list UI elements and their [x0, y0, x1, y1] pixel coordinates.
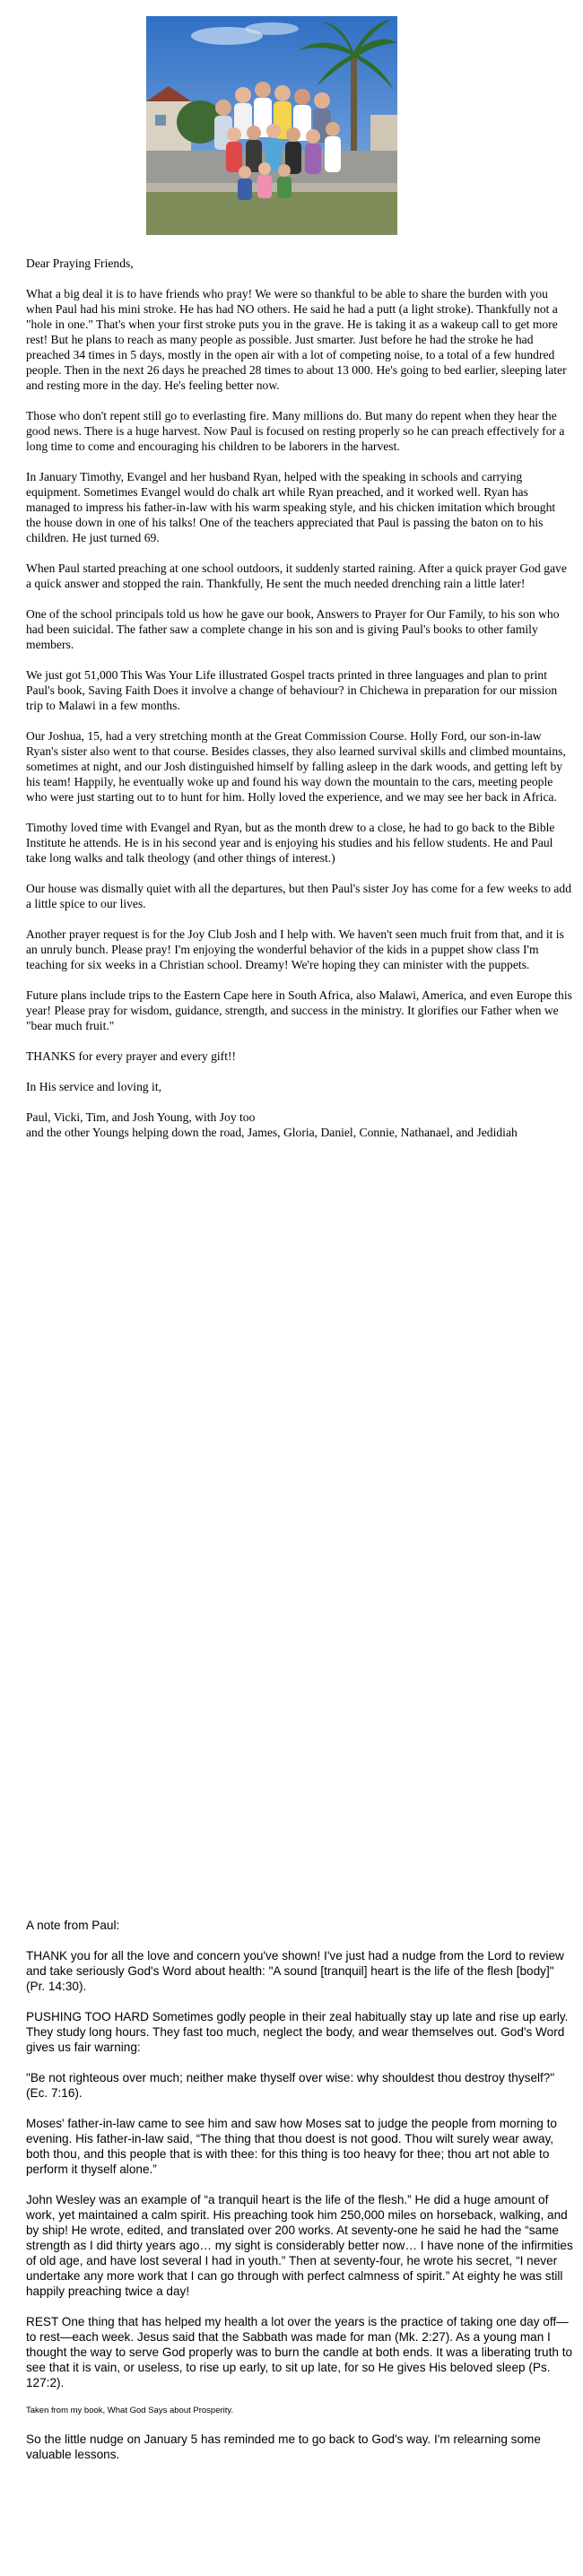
letter-paragraph: Those who don't repent still go to everlasting fire. Many millions do. But many do repent when they hear the good news. There is a huge harvest. Now Paul is focused on resting properly so he can preach effectively for a long time to come and encouraging his children to be laborers in the harvest.	[26, 409, 565, 453]
family-photo	[146, 16, 397, 235]
note-paragraph: Moses' father-in-law came to see him and saw how Moses sat to judge the people from morning to evening. His father-in-law said, “The thing that thou doest is not good. Thou wilt surely wear away, both thou, and this people that is with thee: for this thing is too heavy for thee; thou art not able to perform it thyself alone.”	[26, 2117, 557, 2176]
prayer-letter	[26, 256, 573, 1140]
note-heading: A note from Paul:	[26, 1919, 120, 1932]
note-paragraph: THANK you for all the love and concern you've shown! I've just had a nudge from the Lord to review and take seriously God's Word about health: "A sound [tranquil] heart is the life of the flesh [body]" (Pr. 14:30).	[26, 1949, 564, 1993]
letter-paragraph: Another prayer request is for the Joy Club Josh and I help with. We haven't seen much fruit from that, and it is an unruly bunch. Please pray! I'm enjoying the wonderful behavior of the kids in a puppet show class I'm teaching for six weeks in a Christian school. Dreamy! We're hoping they can minister with the puppets.	[26, 927, 564, 971]
note-paragraph: John Wesley was an example of “a tranquil heart is the life of the flesh.” He did a huge amount of work, yet maintained a calm spirit. His preaching took him 250,000 miles on horseback, walking, and by ship! He wrote, edited, and translated over 200 works. At seventy-one he said he had the “same strength as I did thirty years ago… my sight is considerably better now… I have none of the infirmities of old age, and have lost several I had in youth.” Then at seventy-four, he wrote his secret, “I never undertake any more work that I can go through with perfect calmness of spirit.” At eighty he was still happily preaching twice a day!	[26, 2193, 573, 2298]
letter-paragraph: Our house was dismally quiet with all the departures, but then Paul's sister Joy has come for a few weeks to add a little spice to our lives.	[26, 882, 571, 910]
letter-greeting: Dear Praying Friends,	[26, 257, 134, 270]
letter-closing: In His service and loving it,	[26, 1080, 162, 1093]
letter-paragraph: When Paul started preaching at one school outdoors, it suddenly started raining. After a quick prayer God gave a quick answer and stopped the rain. Thankfully, He sent the much needed drenching rain a little later!	[26, 561, 567, 590]
letter-paragraph: Our Joshua, 15, had a very stretching month at the Great Commission Course. Holly Ford, our son-in-law Ryan's sister also went to that course. Besides classes, they also learned survival skills and climbed mountains, sometimes at night, and our Josh distinguished himself by falling asleep in the dark woods, and getting left by his team! Happily, he eventually woke up and found his way down the mountain to the cars, meeting people who were just starting out to to hunt for him. Holly loved the experience, and we may see her back in Africa.	[26, 729, 566, 804]
letter-paragraph: Future plans include trips to the Eastern Cape here in South Africa, also Malawi, America, and even Europe this year! Please pray for wisdom, guidance, strength, and success in the ministry. It glorifies our Father when we "bear much fruit."	[26, 988, 572, 1032]
signature-line: Paul, Vicki, Tim, and Josh Young, with Joy too	[26, 1110, 256, 1124]
note-closing: So the little nudge on January 5 has reminded me to go back to God's way. I'm relearning some valuable lessons.	[26, 2432, 541, 2461]
letter-paragraph: One of the school principals told us how he gave our book, Answers to Prayer for Our Family, to his son who had been suicidal. The father saw a complete change in his son and is giving Paul's books to other family members.	[26, 607, 560, 651]
note-paragraph: REST One thing that has helped my health a lot over the years is the practice of taking one day off—to rest—each week. Jesus said that the Sabbath was made for man (Mk. 2:27). As a young man I thought the way to serve God properly was to burn the candle at both ends. It was a liberating truth to see that it is vain, or useless, to rise up early, to sit up late, for so He gives His beloved sleep (Ps. 127:2).	[26, 2315, 573, 2389]
letter-paragraph: We just got 51,000 This Was Your Life illustrated Gospel tracts printed in three languages and plan to print Paul's book, Saving Faith Does it involve a change of behaviour? in Chichewa in preparation for our mission trip to Malawi in a few months.	[26, 668, 558, 712]
letter-paragraph: What a big deal it is to have friends who pray! We were so thankful to be able to share the burden with you when Paul had his mini stroke. He has had NO others. He said he had a putt (a light stroke). Thankfully not a "hole in one." That's when your first stroke puts you in the grave. He is taking it as a wakeup call to get more rest! But he plans to reach as many people as possible. Just smarter. Just before he had the stroke he had preached 34 times in 5 days, mostly in the open air with a lot of competing noise, to a total of a few hundred people. Then in the next 26 days he preached 28 times to about 13 000. He's going to bed earlier, sleeping later and resting more in the day. He's feeling better now.	[26, 287, 567, 392]
note-from-paul	[26, 1918, 573, 2477]
letter-signature	[26, 1110, 573, 1140]
letter-paragraph: In January Timothy, Evangel and her husband Ryan, helped with the speaking in schools and carrying equipment. Sometimes Evangel would do chalk art while Ryan preached, and it worked well. Ryan has managed to impress his father-in-law with his warm speaking style, and his chicken imitation which brought the house down in one of his talks! One of the teachers appreciated that Paul is passing the baton on to his children. He just turned 69.	[26, 470, 556, 544]
letter-thanks: THANKS for every prayer and every gift!!	[26, 1049, 237, 1063]
family-photo-icon	[146, 16, 397, 235]
signature-line: and the other Youngs helping down the road, James, Gloria, Daniel, Connie, Nathanael, and Jedidiah	[26, 1126, 518, 1139]
note-source: Taken from my book, What God Says about Prosperity.	[26, 2406, 234, 2415]
note-paragraph: PUSHING TOO HARD Sometimes godly people in their zeal habitually stay up late and rise up early. They study long hours. They fast too much, neglect the body, and wear themselves out. God's Word gives us fair warning:	[26, 2010, 569, 2054]
letter-paragraph: Timothy loved time with Evangel and Ryan, but as the month drew to a close, he had to go back to the Bible Institute he attends. He is in his second year and is enjoying his studies and his fellow students. He and Paul take long walks and talk theology (and other things of interest.)	[26, 821, 555, 865]
note-quote: "Be not righteous over much; neither make thyself over wise: why shouldest thou destroy thyself?" (Ec. 7:16).	[26, 2071, 555, 2100]
